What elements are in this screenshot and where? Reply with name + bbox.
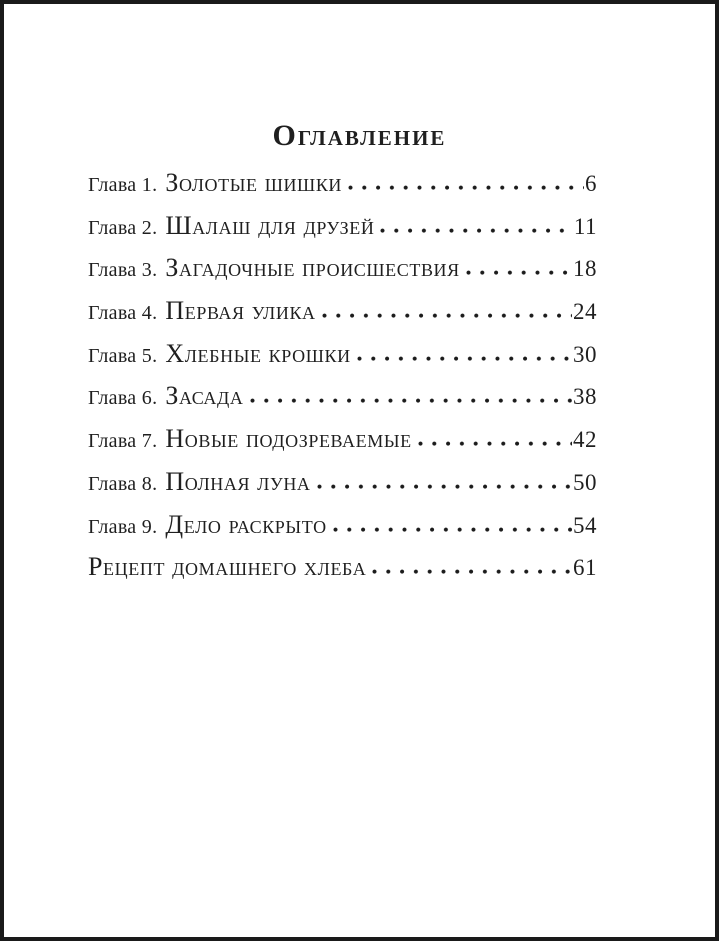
dot-leader [371,569,572,575]
dot-leader [321,313,572,319]
toc-entry-page-number: 54 [573,512,597,538]
toc-entry [88,466,597,509]
toc-entry-page-number: 61 [573,555,597,581]
toc-entry-page-number: 42 [573,427,597,453]
toc-entry-chapter-label: Глава 2. [88,216,158,239]
toc-entry-title: Хлебные крошки [165,338,351,368]
toc-entry-title: Золотые шишки [165,168,343,197]
dot-leader [356,356,572,362]
toc-entry-title: Загадочные происшествия [165,253,460,283]
toc-entry [88,423,597,466]
toc-entry-page-number: 11 [573,213,597,239]
toc-entry-chapter-label: Глава 7. [88,430,158,453]
toc-entry [88,295,597,338]
dot-leader [332,527,572,533]
dot-leader [249,398,573,404]
toc-entry-chapter-label: Глава 6. [88,387,158,410]
toc-entry-title: Рецепт домашнего хлеба [88,552,367,582]
toc-entry [88,338,597,381]
toc-entry-title: Новые подозреваемые [165,424,412,454]
toc-entry-chapter-label: Глава 4. [88,302,158,325]
toc-entry-page-number: 18 [573,256,597,282]
toc-entry [88,509,597,552]
toc-entry-chapter-label: Глава 3. [88,259,158,282]
toc-entry-page-number: 38 [573,384,597,410]
toc-entry-chapter-label: Глава 8. [88,472,158,495]
toc-entry [88,167,597,210]
toc-entry-title: Засада [165,381,244,411]
toc-entry [88,210,597,253]
toc-entry-chapter-label: Глава 5. [88,344,158,367]
toc-entry-page-number: 50 [573,469,597,495]
toc-entry [88,252,597,295]
toc-entry-title: Дело раскрыто [165,509,327,539]
toc-entry-title: Полная луна [165,466,311,496]
toc-entry-title: Первая улика [165,296,316,326]
toc-entry-page-number: 30 [573,341,597,367]
dot-leader [347,185,584,191]
toc-entry-chapter-label: Глава 9. [88,515,158,538]
page-title: Оглавление [272,119,447,152]
toc-entry-chapter-label: Глава 1. [88,174,158,196]
toc-entry [88,551,597,594]
toc-entry-page-number: 6 [585,171,597,196]
dot-leader [465,270,572,276]
toc-entry [88,380,597,423]
toc-entry-title: Шалаш для друзей [165,210,375,240]
toc-list [4,167,715,594]
dot-leader [379,228,572,234]
toc-entry-page-number: 24 [573,299,597,325]
dot-leader [417,441,572,447]
dot-leader [316,484,572,490]
